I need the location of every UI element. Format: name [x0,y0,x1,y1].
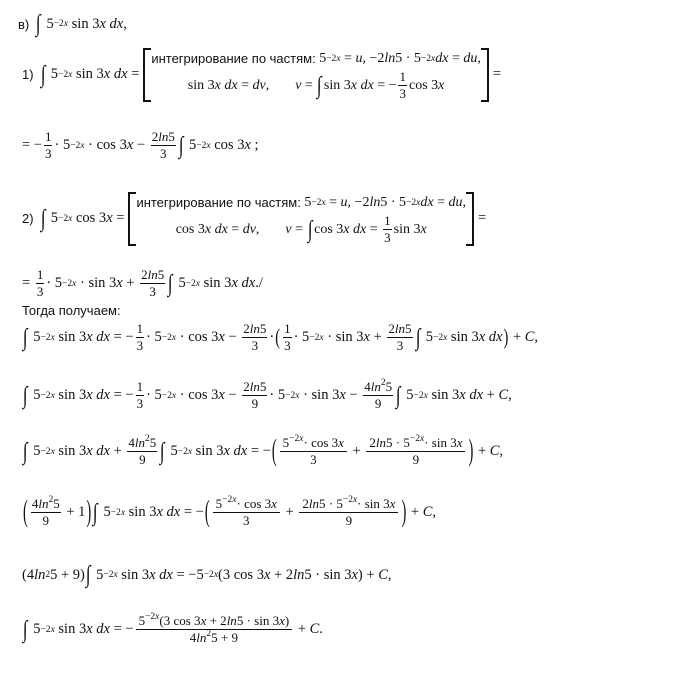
equation-1: ∫ 5 −2x sin 3 x dx = − 1 3 · 5 −2x · cos 3 x − 2ln5 3 · ( 1 3 · 5 −2x · sin 3 x + 2ln5 3 ∫ 5 −2x sin 3 x dx ) + C , [22,321,539,354]
then-we-get [22,303,121,318]
problem-statement: в) ∫ 5 −2x sin 3 x dx , [18,11,127,37]
label-1: 1) [22,67,34,83]
equation-5: (4 ln 2 5 + 9) ∫ 5 −2x sin 3 x dx = −5 −2x (3 cos 3 x + 2 ln 5 · sin 3 x ) + C , [22,562,392,588]
by-parts-bracket-2: интегрирование по частям: 5 −2x = u , −2 ln 5 · 5 −2x dx = du , cos 3 x dx = dv , v = ∫ cos 3 x dx = 1 3 sin 3 x [128,192,474,246]
by-parts-text: интегрирование по частям: [151,51,316,66]
then-text: Тогда получаем: [22,303,121,318]
step-1-by-parts: 1) ∫ 5 −2x sin 3 x dx = интегрирование по частям: 5 −2x = u , −2 ln 5 · 5 −2x dx = du , sin 3 x dx = dv , v = ∫ sin 3 x dx = − 1 3 cos 3 x = [22,48,501,102]
label-v: в) [18,16,30,32]
by-parts-bracket-1: интегрирование по частям: 5 −2x = u , −2 ln 5 · 5 −2x dx = du , sin 3 x dx = dv , v = ∫ sin 3 x dx = − 1 3 cos 3 x [143,48,489,102]
step-2-by-parts: 2) ∫ 5 −2x cos 3 x = интегрирование по частям: 5 −2x = u , −2 ln 5 · 5 −2x dx = du , cos 3 x dx = dv , v = ∫ cos 3 x dx = 1 3 sin 3 x = [22,192,486,246]
by-parts-text-2: интегрирование по частям: [136,195,301,210]
label-2: 2) [22,211,34,227]
step-1-result: = − 1 3 · 5 −2x · cos 3 x − 2ln5 3 ∫ 5 −2x cos 3 x ; [22,129,259,162]
final-answer: ∫ 5 −2x sin 3 x dx = − $5^{-2x}(3$ cos 3x + 2ln5 · sin 3x) $4\ln^25 + 9$ + C . [22,612,323,646]
equation-3: ∫ 5 −2x sin 3 x dx + $4\ln^25$ 9 ∫ 5 −2x sin 3 x dx = − ( $5^{-2x}\cdot \cos 3x$ 3 + $2\ln 5 \cdot 5^{-2x}\cdot \sin 3x$ 9 ) + C , [22,434,504,469]
equation-4: ( $4\ln^25$ 9 + 1 ) ∫ 5 −2x sin 3 x dx = − ( $5^{-2x}\cdot \cos 3x$ 3 + $2\ln 5 \cdot 5^{-2x}\cdot \sin 3x$ 9 ) + C , [23,495,437,530]
step-2-result: = 1 3 · 5 −2x · sin 3 x + 2ln5 3 ∫ 5 −2x sin 3 x dx ./ [22,267,263,300]
equation-2: ∫ 5 −2x sin 3 x dx = − 1 3 · 5 −2x · cos 3 x − 2ln5 9 · 5 −2x · sin 3 x − $4\ln^25$ 9 ∫ 5 −2x sin 3 x dx + C , [22,378,512,412]
